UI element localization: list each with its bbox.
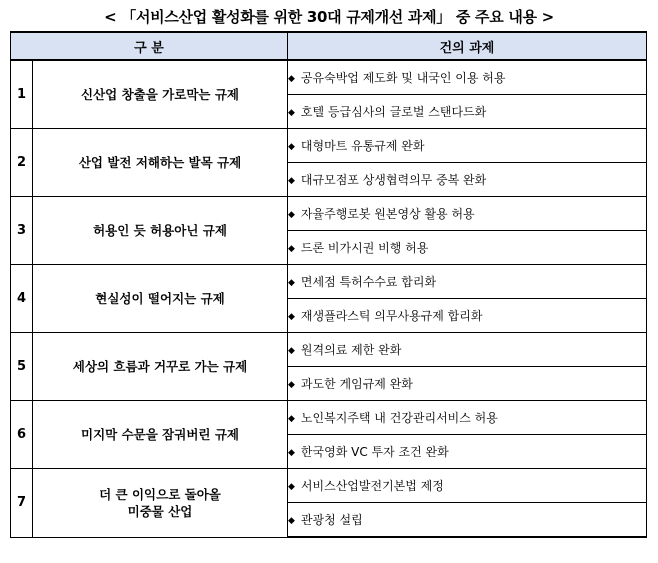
diamond-bullet-icon: ◆ <box>288 210 295 220</box>
table-row <box>11 60 647 95</box>
diamond-bullet-icon: ◆ <box>288 312 295 322</box>
row-number: 7 <box>11 469 33 538</box>
task-cell <box>288 197 647 231</box>
category-cell: 더 큰 이익으로 돌아올 미중물 산업 <box>33 469 288 538</box>
diamond-bullet-icon: ◆ <box>288 516 295 526</box>
task-text: 대형마트 유통규제 완화 <box>300 139 425 153</box>
task-text: 노인복지주택 내 건강관리서비스 허용 <box>300 411 498 425</box>
row-number: 2 <box>11 129 33 197</box>
task-cell <box>288 401 647 435</box>
table-row <box>11 401 647 435</box>
row-number: 5 <box>11 333 33 401</box>
diamond-bullet-icon: ◆ <box>288 380 295 390</box>
regulation-table <box>10 31 647 538</box>
diamond-bullet-icon: ◆ <box>288 278 295 288</box>
row-number: 4 <box>11 265 33 333</box>
task-text: 드론 비가시권 비행 허용 <box>300 241 429 255</box>
diamond-bullet-icon: ◆ <box>288 142 295 152</box>
task-cell <box>288 60 647 95</box>
diamond-bullet-icon: ◆ <box>288 414 295 424</box>
table-row <box>11 265 647 299</box>
diamond-bullet-icon: ◆ <box>288 108 295 118</box>
task-text: 원격의료 제한 완화 <box>300 343 402 357</box>
category-cell: 허용인 듯 허용아닌 규제 <box>33 197 288 265</box>
task-text: 관광청 설립 <box>300 513 363 527</box>
diamond-bullet-icon: ◆ <box>288 448 295 458</box>
task-text: 면세점 특허수수료 합리화 <box>300 275 437 289</box>
category-cell: 세상의 흐름과 거꾸로 가는 규제 <box>33 333 288 401</box>
row-number: 6 <box>11 401 33 469</box>
task-cell <box>288 265 647 299</box>
task-cell <box>288 163 647 197</box>
task-text: 호텔 등급심사의 글로벌 스탠다드화 <box>300 105 487 119</box>
task-cell <box>288 129 647 163</box>
task-cell <box>288 95 647 129</box>
task-cell <box>288 231 647 265</box>
task-cell <box>288 333 647 367</box>
task-cell <box>288 299 647 333</box>
category-cell: 신산업 창출을 가로막는 규제 <box>33 60 288 129</box>
diamond-bullet-icon: ◆ <box>288 176 295 186</box>
task-text: 한국영화 VC 투자 조건 완화 <box>300 445 449 459</box>
diamond-bullet-icon: ◆ <box>288 482 295 492</box>
task-cell <box>288 435 647 469</box>
diamond-bullet-icon: ◆ <box>288 74 295 84</box>
header-task: 건의 과제 <box>288 32 647 60</box>
category-cell: 산업 발전 저해하는 발목 규제 <box>33 129 288 197</box>
task-text: 자율주행로봇 원본영상 활용 허용 <box>300 207 475 221</box>
row-number: 1 <box>11 60 33 129</box>
task-text: 재생플라스틱 의무사용규제 합리화 <box>300 309 483 323</box>
row-number: 3 <box>11 197 33 265</box>
table-row <box>11 333 647 367</box>
table-row <box>11 129 647 163</box>
diamond-bullet-icon: ◆ <box>288 346 295 356</box>
table-header-row <box>11 32 647 60</box>
task-text: 과도한 게임규제 완화 <box>300 377 413 391</box>
task-cell <box>288 469 647 503</box>
table-row <box>11 197 647 231</box>
task-cell <box>288 367 647 401</box>
task-text: 공유숙박업 제도화 및 내국인 이용 허용 <box>300 71 506 85</box>
table-row <box>11 469 647 503</box>
page-title: < 「서비스산업 활성화를 위한 30대 규제개선 과제」 중 주요 내용 > <box>104 8 554 26</box>
header-category: 구 분 <box>11 32 288 60</box>
category-cell: 현실성이 떨어지는 규제 <box>33 265 288 333</box>
task-text: 서비스산업발전기본법 제정 <box>300 479 444 493</box>
category-cell: 미지막 수문을 잠궈버린 규제 <box>33 401 288 469</box>
diamond-bullet-icon: ◆ <box>288 244 295 254</box>
task-cell <box>288 503 647 538</box>
task-text: 대규모점포 상생협력의무 중복 완화 <box>300 173 487 187</box>
